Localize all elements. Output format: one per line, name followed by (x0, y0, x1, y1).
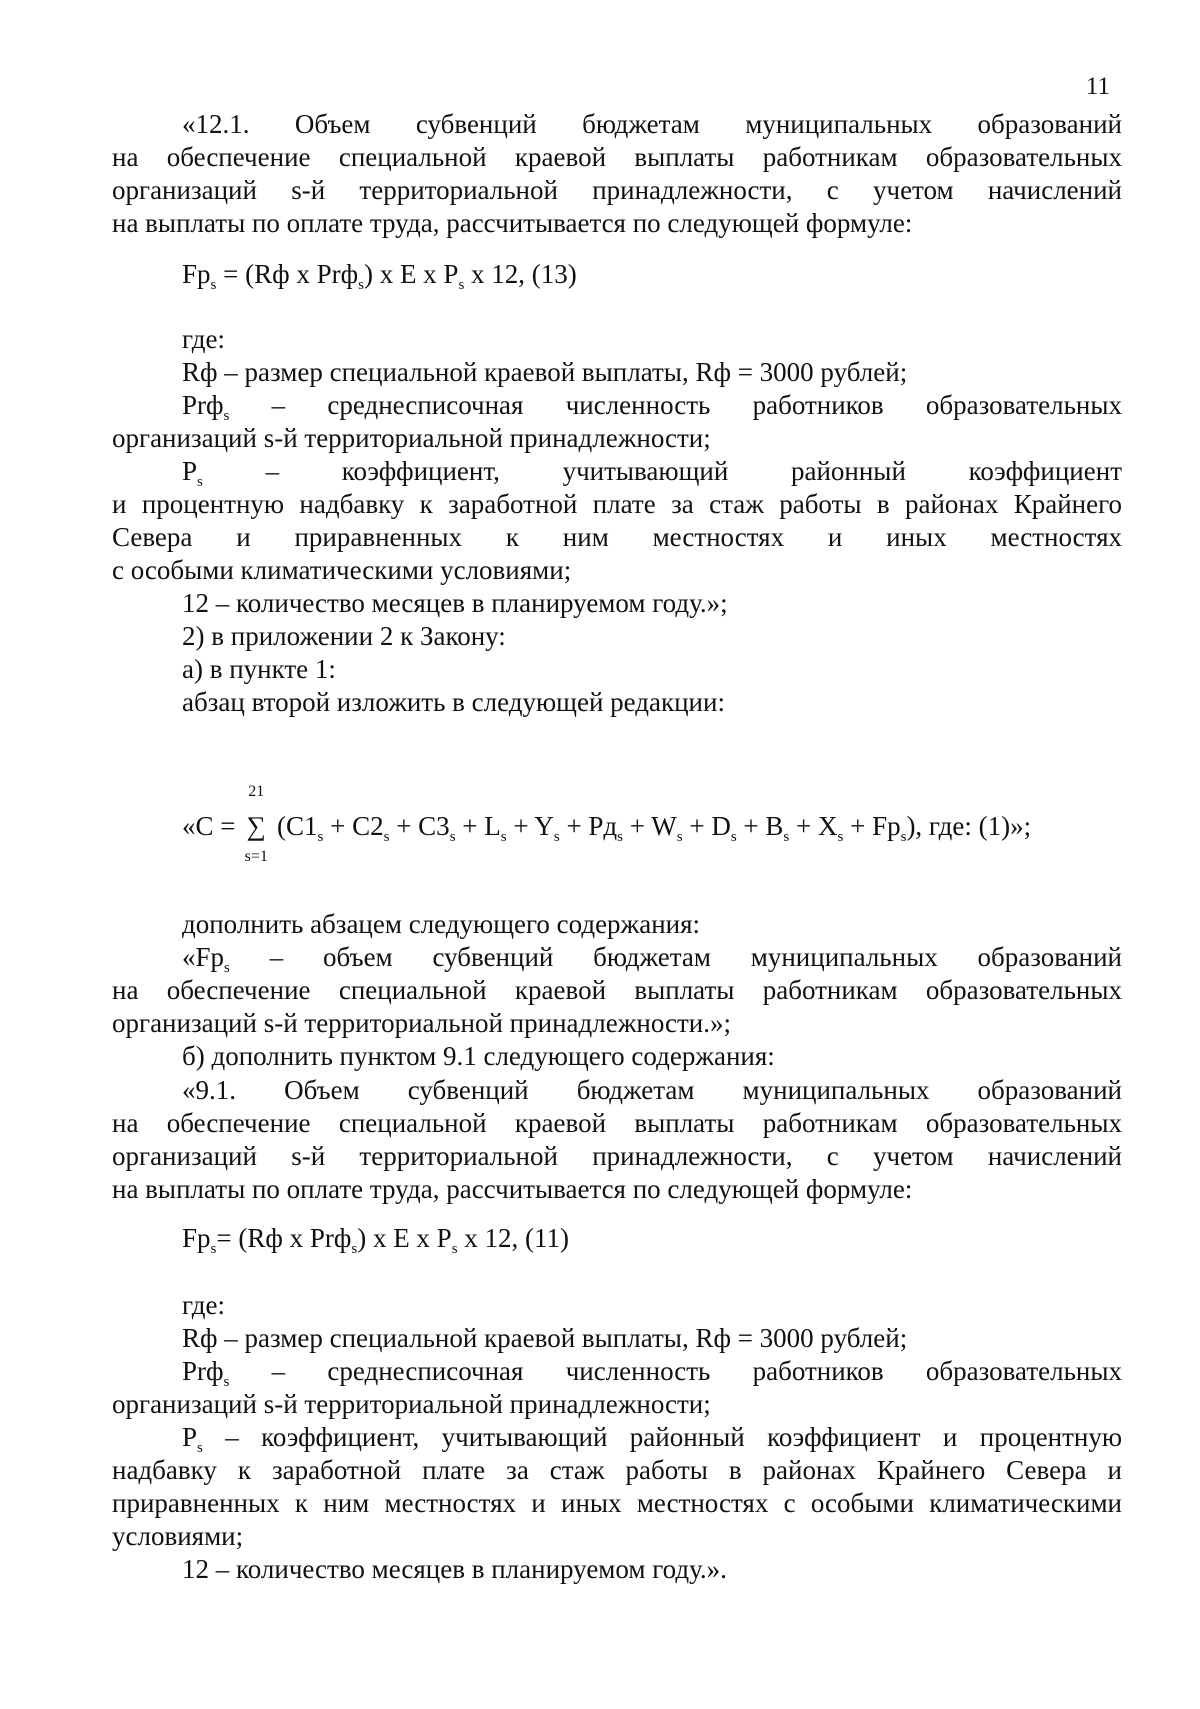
text-line: Prф$_s$ – среднесписочная численность работников образовательных (182, 390, 1122, 424)
sum-term: + X (789, 811, 838, 841)
text-line: 2) в приложении 2 к Закону: (182, 621, 506, 651)
sum-term: + L (455, 811, 501, 841)
text-line: Rф – размер специальной краевой выплаты, Rф = 3000 рублей; (182, 357, 908, 387)
text-line: организаций s-й территориальной принадлежности; (112, 1389, 711, 1419)
sum-term-subscript: s (449, 829, 456, 845)
sum-term: + D (682, 811, 731, 841)
sum-term: + W (623, 811, 677, 841)
text-line: надбавку к заработной плате за стаж работы в районах Крайнего Севера и (112, 1455, 1122, 1485)
where-label: где: (182, 324, 225, 354)
text-line: на обеспечение специальной краевой выплаты работникам образовательных (112, 975, 1122, 1005)
text-line: а) в пункте 1: (182, 654, 336, 684)
section-9-1-intro (112, 1074, 1122, 1206)
sum-term-subscript: s (783, 829, 790, 845)
text-line: организаций s-й территориальной принадлежности, с учетом начислений (112, 1141, 1122, 1171)
sum-term-subscript: s (900, 829, 907, 845)
text-line: Prф$_s$ – среднесписочная численность работников образовательных (182, 1356, 1122, 1390)
text-line: организаций s-й территориальной принадлежности.»; (112, 1008, 731, 1038)
text-line: абзац второй изложить в следующей редакции: (182, 687, 725, 717)
sum-term: + B (736, 811, 784, 841)
sum-term-subscript: s (730, 829, 737, 845)
sum-term-subscript: s (617, 829, 624, 845)
sigma-symbol: 21 ∑ s=1 (244, 783, 268, 865)
section-12-1-definitions (112, 323, 1122, 719)
text-line: организаций s-й территориальной принадлежности; (112, 423, 711, 453)
text-line: 12 – количество месяцев в планируемом году.»; (182, 588, 728, 618)
section-9-1-definitions (112, 1289, 1122, 1586)
text-line: Rф – размер специальной краевой выплаты, Rф = 3000 рублей; (182, 1323, 908, 1353)
text-line: $P_s$ – коэффициент, учитывающий районный коэффициент (182, 456, 1122, 490)
addition-paragraph (112, 908, 1122, 1073)
text-line: на обеспечение специальной краевой выплаты работникам образовательных (112, 1108, 1122, 1138)
text-line: и процентную надбавку к заработной плате за стаж работы в районах Крайнего (112, 489, 1122, 519)
sum-term-subscript: s (676, 829, 683, 845)
sum-term-subscript: s (317, 829, 324, 845)
text-line: Севера и приравненных к ним местностях и иных местностях (112, 522, 1122, 552)
text-line: 12 – количество месяцев в планируемом году.». (182, 1554, 727, 1584)
text-line: приравненных к ним местностях и иных местностях с особыми климатическими (112, 1488, 1122, 1518)
formula-11: $Fp_s= (Rф$ x Prф$_s$) x E x $P_s$ x 12, (11) (182, 1223, 570, 1257)
sum-formula-1: «C = 21 ∑ s=1 $(C1_s + C2_s + C3_s + L_s + Y_s + Pд_s + W_s + D_s + B_s + X_s + Fp_s)$, где: (1)»; (182, 783, 1032, 865)
sum-term: + C2 (323, 811, 384, 841)
text-line: на обеспечение специальной краевой выплаты работникам образовательных (112, 142, 1122, 172)
text-line: б) дополнить пунктом 9.1 следующего содержания: (182, 1041, 775, 1071)
sum-term-subscript: s (383, 829, 390, 845)
text-line: на выплаты по оплате труда, рассчитывается по следующей формуле: (112, 1174, 913, 1204)
sum-term: + C3 (389, 811, 450, 841)
sum-term-subscript: s (837, 829, 844, 845)
sum-term-subscript: s (500, 829, 507, 845)
text-line: с особыми климатическими условиями; (112, 555, 572, 585)
sum-term: + Pд (559, 811, 618, 841)
text-line: «9.1. Объем субвенций бюджетам муниципальных образований (182, 1075, 1122, 1105)
formula-13: $Fp_s = (Rф$ x Prф$_s$) x E x $P_s$ x 12, (13) (182, 259, 577, 293)
section-12-1-intro (112, 108, 1122, 240)
sum-term: (C1 (270, 811, 318, 841)
text-line: организаций s-й территориальной принадлежности, с учетом начислений (112, 175, 1122, 205)
text-line: «12.1. Объем субвенций бюджетам муниципальных образований (182, 109, 1122, 139)
sum-term: + Y (506, 811, 554, 841)
sum-term: + Fp (843, 811, 901, 841)
text-line: «$Fp_s$ – объем субвенций бюджетам муниципальных образований (182, 942, 1122, 976)
text-line: дополнить абзацем следующего содержания: (182, 909, 701, 939)
where-label: где: (182, 1290, 225, 1320)
text-line: на выплаты по оплате труда, рассчитывается по следующей формуле: (112, 208, 913, 238)
sum-term-subscript: s (553, 829, 560, 845)
page-number: 11 (1085, 73, 1110, 100)
text-line: $P_s$ – коэффициент, учитывающий районный коэффициент и процентную (182, 1422, 1122, 1456)
text-line: условиями; (112, 1521, 244, 1551)
